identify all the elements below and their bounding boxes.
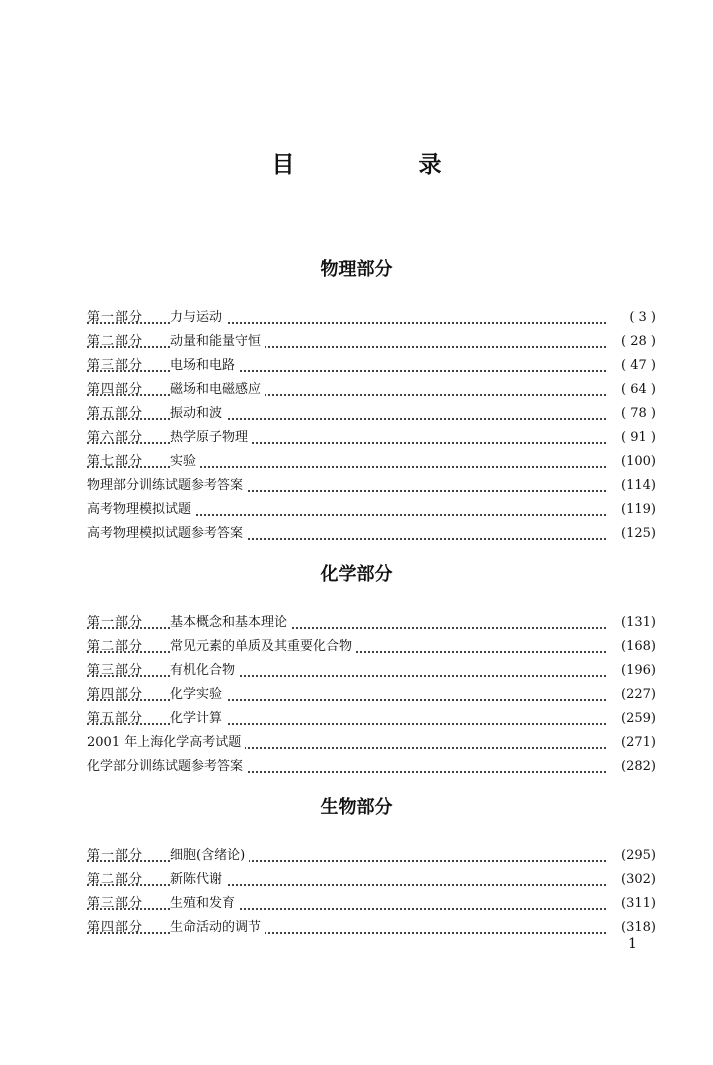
toc-entry-title: 生命活动的调节 [170,916,265,940]
toc-entry-title: 细胞(含绪论) [170,844,249,868]
toc-page-number: (119) [617,498,656,522]
dot-leader [87,466,606,468]
toc-page-number: ( 3 ) [625,306,656,330]
section-biology [0,794,713,940]
dot-leader [87,418,606,420]
toc-page-number: (259) [617,707,656,731]
dot-leader [87,932,606,934]
dot-leader [87,675,606,677]
toc-entry[interactable] [87,378,656,402]
dot-leader [87,370,606,372]
page-title: 目 录 [271,152,500,178]
toc-entry[interactable] [87,474,656,498]
toc-page-number: (295) [617,844,656,868]
toc-entry[interactable] [87,426,656,450]
toc-page-number: (318) [617,916,656,940]
toc-part-label: 第二部分 [87,639,144,654]
toc-entry[interactable] [87,402,656,426]
toc-part-label: 第五部分 [87,711,144,726]
toc-entry[interactable] [87,450,656,474]
toc-list [0,844,713,940]
toc-entry-title: 实验 [170,450,200,474]
toc-part-label: 第三部分 [87,896,144,911]
toc-entry[interactable] [87,868,656,892]
toc-entry-title: 化学实验 [170,683,226,707]
toc-page-number: ( 91 ) [617,426,656,450]
page-number: 1 [628,936,637,952]
toc-entry-title: 磁场和电磁感应 [170,378,265,402]
toc-entry-title: 动量和能量守恒 [170,330,265,354]
toc-part-label: 第六部分 [87,430,144,445]
section-physics [0,256,713,546]
section-heading: 物理部分 [320,259,393,280]
toc-entry[interactable] [87,844,656,868]
toc-part-label: 第七部分 [87,454,144,469]
toc-entry-title: 生殖和发育 [170,892,239,916]
toc-page-number: (125) [617,522,656,546]
toc-page-number: (227) [617,683,656,707]
dot-leader [87,442,606,444]
section-heading: 生物部分 [320,797,393,818]
toc-entry[interactable] [87,659,656,683]
dot-leader [87,346,606,348]
toc-part-label: 第一部分 [87,848,144,863]
toc-entry-title: 常见元素的单质及其重要化合物 [170,635,356,659]
toc-entry-title: 高考物理模拟试题 [87,498,195,522]
toc-entry-title: 化学部分训练试题参考答案 [87,755,247,779]
toc-part-label: 第四部分 [87,382,144,397]
toc-part-label: 第一部分 [87,310,144,325]
toc-entry-title: 电场和电路 [170,354,239,378]
toc-entry[interactable] [87,731,656,755]
toc-page-number: (168) [617,635,656,659]
toc-page-number: (131) [617,611,656,635]
toc-entry-title: 物理部分训练试题参考答案 [87,474,247,498]
toc-page-number: (282) [617,755,656,779]
toc-page-number: (271) [617,731,656,755]
dot-leader [87,699,606,701]
toc-page-number: (311) [617,892,656,916]
toc-entry-title: 力与运动 [170,306,226,330]
toc-entry[interactable] [87,916,656,940]
toc-entry[interactable] [87,354,656,378]
toc-entry[interactable] [87,683,656,707]
toc-part-label: 第五部分 [87,406,144,421]
toc-entry-title: 基本概念和基本理论 [170,611,291,635]
dot-leader [87,884,606,886]
toc-entry[interactable] [87,611,656,635]
toc-entry[interactable] [87,755,656,779]
toc-page-number: (302) [617,868,656,892]
dot-leader [87,627,606,629]
toc-entry-title: 高考物理模拟试题参考答案 [87,522,247,546]
toc-page-number: ( 28 ) [617,330,656,354]
toc-page-number: ( 78 ) [617,402,656,426]
toc-entry-title: 2001 年上海化学高考试题 [87,731,245,755]
toc-entry-title: 新陈代谢 [170,868,226,892]
dot-leader [87,723,606,725]
dot-leader [87,860,606,862]
toc-entry-title: 有机化合物 [170,659,239,683]
toc-page-number: (196) [617,659,656,683]
toc-entry-title: 热学原子物理 [170,426,252,450]
toc-entry-title: 振动和波 [170,402,226,426]
toc-entry[interactable] [87,707,656,731]
toc-entry[interactable] [87,635,656,659]
dot-leader [87,908,606,910]
toc-entry[interactable] [87,306,656,330]
toc-entry[interactable] [87,522,656,546]
section-heading: 化学部分 [320,564,393,585]
toc-page-number: ( 64 ) [617,378,656,402]
toc-part-label: 第四部分 [87,687,144,702]
toc-page-number: (114) [617,474,656,498]
toc-page-number: ( 47 ) [617,354,656,378]
toc-entry[interactable] [87,330,656,354]
toc-entry-title: 化学计算 [170,707,226,731]
toc-part-label: 第一部分 [87,615,144,630]
section-chemistry [0,561,713,779]
dot-leader [87,394,606,396]
toc-entry[interactable] [87,498,656,522]
toc-part-label: 第三部分 [87,358,144,373]
toc-entry[interactable] [87,892,656,916]
toc-list [0,611,713,779]
toc-part-label: 第二部分 [87,334,144,349]
toc-part-label: 第三部分 [87,663,144,678]
dot-leader [87,322,606,324]
toc-page-number: (100) [617,450,656,474]
toc-list [0,306,713,546]
toc-part-label: 第四部分 [87,920,144,935]
toc-part-label: 第二部分 [87,872,144,887]
